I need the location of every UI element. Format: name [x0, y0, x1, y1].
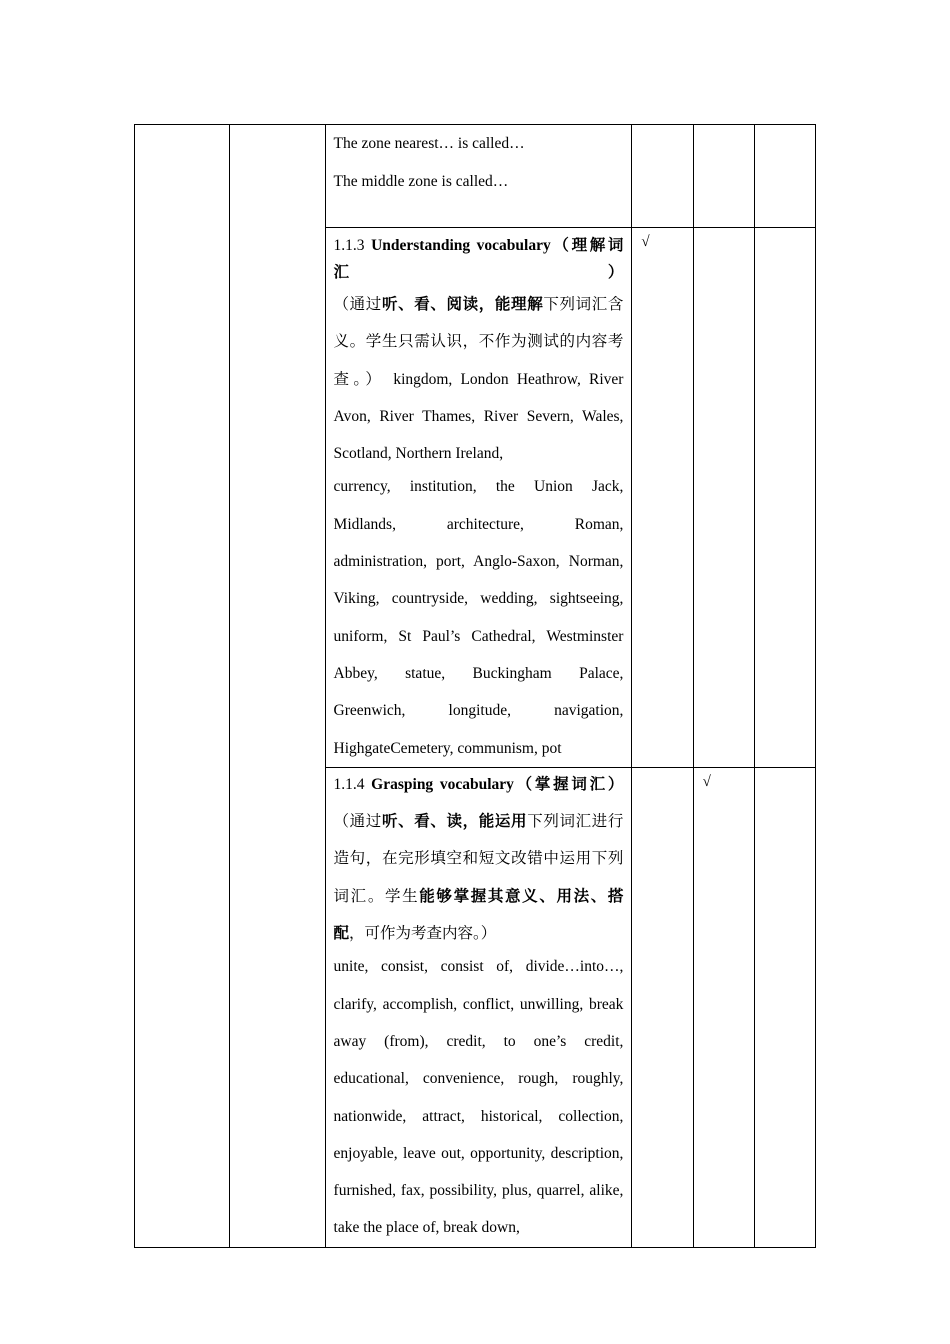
vocabulary-list: currency, institution, the Union Jack, Midlands, architecture, Roman, administration, port, Anglo-Saxon, Norman, Viking, countryside, wedding, sightseeing, uniform, St Paul’s Cathedral, Westminster Abbey, statue, Buckingham Palace, Greenwich, longitude, navigation, HighgateCemetery, communism, pot	[333, 478, 624, 757]
check-cell	[693, 125, 754, 228]
check-mark	[755, 228, 815, 230]
content-cell	[325, 125, 632, 228]
section-number: 1.1.4	[333, 775, 365, 793]
vocabulary-list: kingdom, London Heathrow, River Avon, River Thames, River Severn, Wales, Scotland, Northern Ireland,	[333, 370, 624, 463]
table-row	[135, 125, 816, 228]
content-cell	[325, 767, 632, 1247]
check-cell	[754, 767, 815, 1247]
check-cell	[632, 125, 693, 228]
section-title: Understanding vocabulary（理解词汇）	[333, 237, 624, 281]
check-mark	[632, 768, 692, 770]
check-cell	[632, 228, 693, 768]
section-title: Grasping vocabulary（掌握词汇）	[371, 775, 624, 793]
check-cell	[632, 767, 693, 1247]
curriculum-table	[134, 124, 816, 1248]
section-description: （通过听、看、阅读，能理解下列词汇含义。学生只需认识，不作为测试的内容考查。） kingdom, London Heathrow, River Avon, River Thames, River Severn, Wales, Scotland, Northern Ireland,	[333, 296, 624, 463]
check-mark	[755, 768, 815, 770]
vocabulary-list: unite, consist, consist of, divide…into…, clarify, accomplish, conflict, unwilling, break away (from), credit, to one’s credit, educational, convenience, rough, roughly, nationwide, attract, historical, collection, enjoyable, leave out, opportunity, description, furnished, fax, possibility, plus, quarrel, alike, take the place of, break down,	[333, 958, 624, 1237]
check-cell	[754, 228, 815, 768]
check-mark	[694, 228, 754, 230]
blank-cell-col1	[135, 125, 230, 1248]
intro-line: The middle zone is called…	[333, 172, 509, 190]
check-cell	[693, 228, 754, 768]
section-description: 1.1.4 Grasping vocabulary（掌握词汇）（通过听、看、读，能运用下列词汇进行造句，在完形填空和短文改错中运用下列词汇。学生能够掌握其意义、用法、搭配，可作为考查内容。）	[333, 775, 624, 943]
check-mark: √	[702, 773, 711, 790]
check-mark: √	[641, 234, 650, 250]
blank-cell-col2	[230, 125, 325, 1248]
section-number: 1.1.3	[333, 237, 365, 254]
section-heading	[334, 232, 624, 286]
content-cell	[325, 228, 632, 768]
check-cell	[754, 125, 815, 228]
check-cell	[693, 767, 754, 1247]
intro-line: The zone nearest… is called…	[333, 135, 525, 152]
